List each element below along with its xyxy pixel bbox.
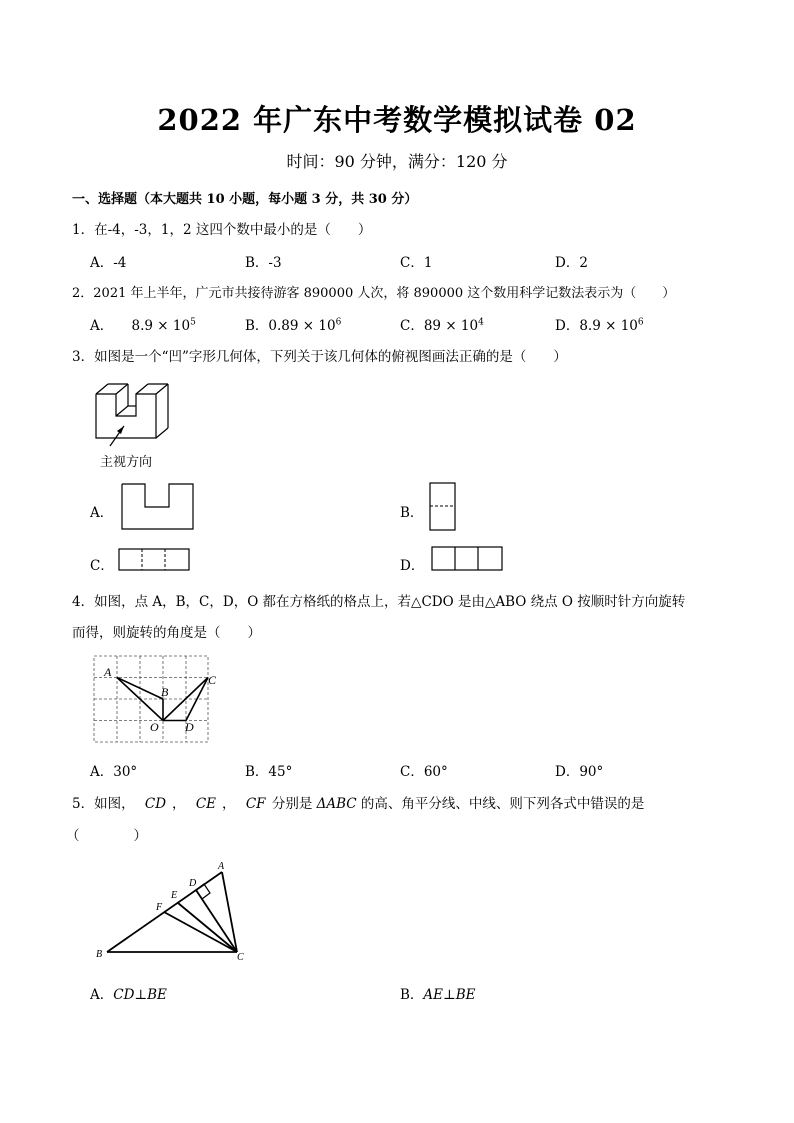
q5-comma-2: ， <box>222 796 236 812</box>
q1-option-a[interactable]: A．-4 <box>90 255 127 271</box>
q5-cd: CD <box>144 796 167 812</box>
question-2-stem: 2．2021 年上半年，广元市共接待游客 890000 人次，将 890000 这个数用科学记数法表示为（ ） <box>72 286 676 301</box>
q3-option-b-figure <box>429 482 457 532</box>
q5-stem-suffix: 的高、角平分线、中线、则下列各式中错误的是 <box>356 796 645 812</box>
q4-label-a: A <box>104 665 112 679</box>
q3-option-d-figure <box>431 546 504 572</box>
q5-label-b: B <box>96 949 103 960</box>
question-4-stem-line2: 而得，则旋转的角度是（ ） <box>72 625 261 641</box>
q5-triangle-figure <box>94 858 254 964</box>
q1-option-c[interactable]: C．1 <box>400 255 433 271</box>
q5-label-c: C <box>237 952 244 963</box>
q5-label-e: E <box>171 890 178 901</box>
q4-label-o: O <box>150 720 159 734</box>
q3-view-direction-label: 主视方向 <box>100 455 153 470</box>
q4-option-a[interactable]: A．30° <box>90 764 138 780</box>
q5-stem-prefix: 5．如图， <box>72 796 135 812</box>
q3-option-c[interactable]: C． <box>90 558 114 574</box>
q4-option-b[interactable]: B．45° <box>245 764 293 780</box>
q5-label-d: D <box>189 878 197 889</box>
q2-option-b[interactable] <box>245 314 341 334</box>
q2-option-c-prefix: C． <box>400 318 424 334</box>
q5-stem-mid: 分别是 <box>267 796 317 812</box>
q2-option-c[interactable] <box>400 314 484 334</box>
q2-option-d-prefix: D． <box>555 318 580 334</box>
q5-label-a: A <box>218 861 225 872</box>
q2-option-c-base: 89 × 10 <box>423 318 479 334</box>
question-4-stem-line1: 4．如图，点 A，B，C，D，O 都在方格纸的格点上，若△CDO 是由△ABO 绕点 O 按顺时针方向旋转 <box>72 594 686 610</box>
question-1-stem: 1．在-4，-3，1，2 这四个数中最小的是（ ） <box>72 222 372 238</box>
q4-label-c: C <box>208 673 217 687</box>
q4-option-c[interactable]: C．60° <box>400 764 448 780</box>
q5-cf: CF <box>245 796 266 812</box>
q3-option-d[interactable]: D． <box>400 558 425 574</box>
q2-option-b-prefix: B． <box>245 318 269 334</box>
q2-option-d-base: 8.9 × 10 <box>579 318 638 334</box>
q5-label-f: F <box>156 902 163 913</box>
q3-option-c-figure <box>118 548 191 572</box>
question-3-stem: 3．如图是一个“凹”字形几何体，下列关于该几何体的俯视图画法正确的是（ ） <box>72 349 567 365</box>
q4-grid-figure <box>92 654 217 746</box>
q5-comma-1: ， <box>172 796 186 812</box>
q5-option-a-prefix: A． <box>90 987 114 1003</box>
q2-option-a-base: 8.9 × 10 <box>131 318 191 334</box>
q2-option-b-base: 0.89 × 10 <box>268 318 336 334</box>
q5-ce: CE <box>195 796 217 812</box>
question-5-stem <box>72 792 644 812</box>
q3-option-b[interactable]: B． <box>400 505 424 521</box>
q1-option-d[interactable]: D．2 <box>555 255 588 271</box>
q1-option-b[interactable]: B．-3 <box>245 255 282 271</box>
q2-option-a[interactable] <box>90 314 196 334</box>
q4-label-b: B <box>161 685 169 699</box>
page-title: 2022 年广东中考数学模拟试卷 02 <box>157 103 637 137</box>
q2-option-d[interactable] <box>555 314 644 334</box>
q2-option-d-exp: 6 <box>637 317 644 328</box>
q2-option-a-prefix: A． <box>90 318 114 334</box>
q5-option-b[interactable] <box>400 983 476 1003</box>
section-heading: 一、选择题（本大题共 10 小题，每小题 3 分，共 30 分） <box>72 192 418 207</box>
q5-option-b-prefix: B． <box>400 987 424 1003</box>
q3-option-a[interactable]: A． <box>90 505 114 521</box>
q5-answer-paren: （ ） <box>66 828 147 844</box>
q3-option-a-figure <box>121 483 195 531</box>
q5-triangle-abc: ΔABC <box>316 796 357 812</box>
q4-label-d: D <box>185 720 194 734</box>
q5-option-b-expr: AE⊥BE <box>423 987 476 1003</box>
q2-option-a-exp: 5 <box>190 317 196 328</box>
q3-solid-figure <box>90 378 200 458</box>
page-subtitle: 时间：90 分钟，满分：120 分 <box>286 152 508 171</box>
q2-option-c-exp: 4 <box>478 317 484 328</box>
q5-option-a[interactable] <box>90 983 167 1003</box>
q4-option-d[interactable]: D．90° <box>555 764 604 780</box>
q2-option-b-exp: 6 <box>335 317 342 328</box>
q5-option-a-expr: CD⊥BE <box>113 987 167 1003</box>
